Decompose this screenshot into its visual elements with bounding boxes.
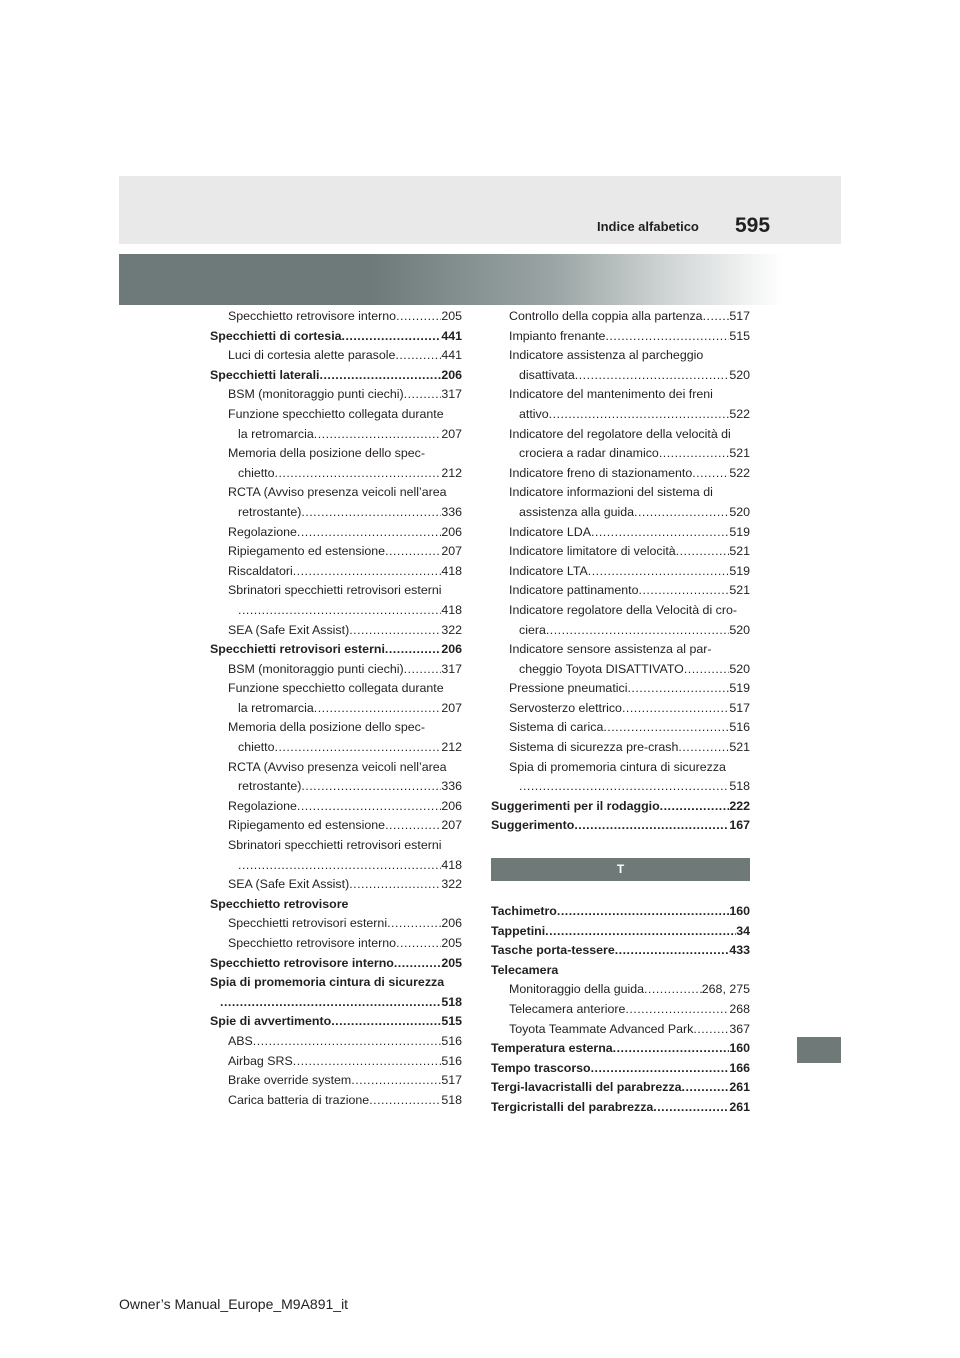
index-entry [491, 621, 750, 641]
dot-leader [622, 699, 729, 719]
index-entry-page: 205 [441, 309, 462, 323]
index-entry [491, 307, 750, 327]
index-entry [210, 385, 462, 405]
index-entry [210, 679, 462, 699]
dot-leader [396, 307, 441, 327]
index-entry [491, 1020, 750, 1040]
index-entry-text: retrostante) [238, 779, 302, 794]
dot-leader [659, 444, 730, 464]
index-entry [491, 1039, 750, 1059]
index-entry-text: Specchietti laterali [210, 367, 320, 382]
dot-leader [331, 1012, 441, 1032]
index-entry-page: 206 [441, 642, 462, 657]
index-entry-page: 205 [441, 936, 462, 950]
index-entry [491, 758, 750, 778]
dot-leader [238, 601, 441, 621]
index-entry [210, 562, 462, 582]
index-entry-text: Indicatore freno di stazionamento [509, 465, 693, 480]
index-entry [210, 346, 462, 366]
index-entry-text: Sbrinatori specchietti retrovisori esterni [228, 838, 442, 853]
dot-leader [385, 542, 441, 562]
dot-leader [369, 1091, 441, 1111]
index-entry [210, 895, 462, 915]
dot-leader [253, 1032, 442, 1052]
index-entry-text: Tasche porta-tessere [491, 943, 615, 958]
index-entry [491, 941, 750, 961]
dot-leader [574, 816, 729, 836]
index-entry [491, 797, 750, 817]
dot-leader [575, 366, 730, 386]
index-entry-text: Temperatura esterna [491, 1041, 613, 1056]
index-entry-text: Brake override system [228, 1073, 352, 1088]
index-entry-text: Carica batteria di trazione [228, 1092, 370, 1107]
index-entry-page: 418 [441, 857, 462, 872]
index-entry [491, 738, 750, 758]
index-entry-page: 520 [729, 622, 750, 637]
index-entry-page: 207 [441, 700, 462, 715]
dot-leader [293, 1052, 442, 1072]
index-group-s [491, 307, 750, 836]
index-entry-page: 418 [441, 602, 462, 617]
index-entry-page: 519 [729, 563, 750, 578]
dot-leader [591, 523, 729, 543]
index-entry-text: Sistema di carica [509, 720, 604, 735]
index-entry-text: Luci di cortesia alette parasole [228, 348, 396, 363]
index-entry-text: ciera [519, 622, 546, 637]
dot-leader [404, 660, 442, 680]
index-entry-text: Telecamera [491, 962, 559, 977]
index-entry [210, 640, 462, 660]
index-entry [210, 973, 462, 993]
dot-leader [557, 902, 729, 922]
index-entry-text: chietto [238, 740, 275, 755]
index-entry-page: 261 [729, 1080, 750, 1095]
dot-leader [588, 562, 730, 582]
dot-leader [385, 640, 441, 660]
index-entry-text: Indicatore LTA [509, 563, 588, 578]
index-entry-text: Specchietto retrovisore interno [228, 936, 397, 950]
index-entry [491, 562, 750, 582]
index-entry-page: 367 [729, 1021, 750, 1036]
index-entry-text: Controllo della coppia alla partenza [509, 309, 703, 323]
index-entry-page: 206 [441, 916, 462, 931]
dot-leader [385, 816, 441, 836]
index-entry [210, 718, 462, 738]
index-entry-page: 522 [729, 465, 750, 480]
index-entry-page: 519 [729, 524, 750, 539]
index-entry-text: Funzione specchietto collegata durante [228, 406, 444, 421]
index-entry-text: Sistema di sicurezza pre-crash [509, 740, 679, 755]
index-entry [491, 777, 750, 797]
dot-leader [297, 523, 441, 543]
dot-leader [387, 914, 441, 934]
index-entry-text: Indicatore regolatore della Velocità di cro- [509, 602, 737, 617]
index-entry-text: Specchietti retrovisori esterni [210, 642, 385, 657]
dot-leader [703, 307, 730, 327]
index-column-left [210, 307, 462, 1110]
index-entry-text: Sbrinatori specchietti retrovisori esterni [228, 583, 442, 598]
index-entry-text: BSM (monitoraggio punti ciechi) [228, 387, 404, 402]
dot-leader [314, 699, 442, 719]
dot-leader [613, 1039, 730, 1059]
index-entry-text: Servosterzo elettrico [509, 700, 622, 715]
index-entry [491, 718, 750, 738]
index-entry-text: SEA (Safe Exit Assist) [228, 622, 350, 637]
index-entry-text: Impianto frenante [509, 328, 606, 343]
dot-leader [546, 621, 729, 641]
index-entry-page: 521 [729, 446, 750, 461]
index-entry-text: SEA (Safe Exit Assist) [228, 877, 350, 892]
index-entry-page: 520 [729, 504, 750, 519]
index-entry [210, 503, 462, 523]
index-entry [491, 523, 750, 543]
index-entry [210, 797, 462, 817]
index-entry [210, 777, 462, 797]
index-entry-page: 206 [441, 524, 462, 539]
index-entry-page: 516 [441, 1053, 462, 1068]
index-entry-text: Pressione pneumatici [509, 681, 628, 696]
dot-leader [627, 679, 729, 699]
index-entry-page: 206 [441, 798, 462, 813]
index-entry-text: Monitoraggio della guida [509, 982, 645, 997]
index-entry-page: 336 [441, 504, 462, 519]
index-entry-text: Tergicristalli del parabrezza [491, 1099, 654, 1114]
dot-leader [275, 464, 442, 484]
index-entry [491, 366, 750, 386]
index-entry [491, 699, 750, 719]
index-entry [210, 1052, 462, 1072]
index-entry [491, 1098, 750, 1118]
index-entry-text: Specchietti di cortesia [210, 328, 342, 343]
index-entry-text: Indicatore sensore assistenza al par- [509, 642, 712, 657]
index-entry-text: Suggerimento [491, 818, 575, 833]
index-entry [210, 1071, 462, 1091]
index-entry [491, 346, 750, 366]
dot-leader [320, 366, 442, 386]
index-entry-text: ABS [228, 1033, 253, 1048]
index-entry [210, 758, 462, 778]
index-entry [210, 464, 462, 484]
dot-leader [676, 542, 730, 562]
index-entry-page: 515 [729, 328, 750, 343]
index-entry [210, 601, 462, 621]
index-entry-page: 517 [441, 1073, 462, 1088]
dot-leader [603, 718, 729, 738]
dot-leader [605, 327, 729, 347]
index-entry-text: Ripiegamento ed estensione [228, 818, 386, 833]
index-entry [491, 405, 750, 425]
index-entry [210, 856, 462, 876]
index-entry-page: 261 [729, 1099, 750, 1114]
index-entry [491, 902, 750, 922]
index-entry [210, 425, 462, 445]
index-entry [210, 1091, 462, 1111]
index-entry [210, 816, 462, 836]
dot-leader [349, 875, 441, 895]
index-entry-page: 521 [729, 740, 750, 755]
index-entry-text: Indicatore pattinamento [509, 583, 639, 598]
index-entry-text: disattivata [519, 367, 575, 382]
dot-leader [351, 1071, 441, 1091]
index-entry-page: 322 [441, 622, 462, 637]
index-entry-page: 212 [441, 465, 462, 480]
index-entry-page: 518 [441, 994, 462, 1009]
section-title: Indice alfabetico [597, 219, 699, 234]
dot-leader [519, 777, 729, 797]
index-entry-page: 336 [441, 779, 462, 794]
index-entry-page: 517 [729, 309, 750, 323]
index-entry-page: 205 [441, 955, 462, 970]
index-entry-page: 441 [441, 348, 462, 363]
index-entry-page: 222 [729, 798, 750, 813]
page-number: 595 [735, 214, 771, 237]
index-entry [210, 405, 462, 425]
index-entry-text: Specchietto retrovisore [210, 896, 349, 911]
dot-leader [634, 503, 729, 523]
dot-leader [220, 993, 441, 1013]
index-entry-text: Indicatore del mantenimento dei freni [509, 387, 713, 402]
dot-leader [301, 503, 441, 523]
index-entry-text: RCTA (Avviso presenza veicoli nell’area [228, 759, 447, 774]
index-group-t [491, 902, 750, 1118]
dot-leader [297, 797, 441, 817]
index-entry [491, 503, 750, 523]
index-entry-page: 518 [729, 779, 750, 794]
index-entry-text: Specchietti retrovisori esterni [228, 916, 388, 931]
index-entry-text: Funzione specchietto collegata durante [228, 681, 444, 696]
index-entry-text: chietto [238, 465, 275, 480]
index-entry [491, 464, 750, 484]
index-entry [210, 307, 462, 327]
index-entry-text: Spie di avvertimento [210, 1014, 332, 1029]
index-entry-text: la retromarcia [238, 700, 314, 715]
index-entry-page: 441 [441, 328, 462, 343]
index-entry-text: Tappetini [491, 923, 546, 938]
index-entry-page: 160 [729, 1041, 750, 1056]
index-entry [491, 327, 750, 347]
index-entry-text: Specchietto retrovisore interno [228, 309, 397, 323]
index-entry-page: 268, 275 [701, 982, 750, 997]
index-entry-page: 522 [729, 406, 750, 421]
index-entry-text: Tempo trascorso [491, 1060, 591, 1075]
index-entry-text: attivo [519, 406, 549, 421]
footer-manual-id: Owner’s Manual_Europe_M9A891_it [119, 1296, 349, 1312]
index-entry-text: Indicatore LDA [509, 524, 591, 539]
index-entry-page: 520 [729, 367, 750, 382]
dot-leader [639, 581, 730, 601]
index-entry-text: Spia di promemoria cintura di sicurezza [509, 759, 726, 774]
dot-leader [545, 922, 736, 942]
index-entry [491, 679, 750, 699]
dot-leader [275, 738, 442, 758]
index-entry [491, 816, 750, 836]
index-entry-text: Suggerimenti per il rodaggio [491, 798, 660, 813]
index-entry [210, 660, 462, 680]
index-entry-text: retrostante) [238, 504, 302, 519]
dot-leader [682, 1078, 730, 1098]
index-entry-text: Indicatore limitatore di velocità [509, 544, 676, 559]
dot-leader [653, 1098, 729, 1118]
dot-leader [404, 385, 442, 405]
index-entry-page: 515 [441, 1014, 462, 1029]
index-entry-text: Riscaldatori [228, 563, 293, 578]
index-entry-page: 207 [441, 818, 462, 833]
index-entry-page: 433 [729, 943, 750, 958]
index-entry-text: Ripiegamento ed estensione [228, 544, 386, 559]
index-entry [210, 327, 462, 347]
index-entry-text: Memoria della posizione dello spec- [228, 446, 425, 461]
index-entry [210, 542, 462, 562]
index-entry-text: Regolazione [228, 524, 297, 539]
index-entry [491, 483, 750, 503]
dot-leader [301, 777, 441, 797]
index-entry [210, 1012, 462, 1032]
index-entry [491, 385, 750, 405]
index-entry [491, 1078, 750, 1098]
dot-leader [625, 1000, 729, 1020]
index-entry-text: Specchietto retrovisore interno [210, 955, 394, 970]
index-entry-page: 167 [729, 818, 750, 833]
index-entry-page: 34 [736, 923, 750, 938]
index-entry [210, 483, 462, 503]
dot-leader [549, 405, 730, 425]
dot-leader [678, 738, 729, 758]
index-entry-page: 517 [729, 700, 750, 715]
dot-leader [396, 934, 441, 954]
index-entry-text: RCTA (Avviso presenza veicoli nell’area [228, 485, 447, 500]
index-entry [491, 581, 750, 601]
index-entry [491, 660, 750, 680]
index-entry [491, 980, 750, 1000]
index-entry-page: 516 [441, 1033, 462, 1048]
index-entry-page: 166 [729, 1060, 750, 1075]
index-entry-page: 521 [729, 544, 750, 559]
index-entry [210, 914, 462, 934]
index-entry-text: Indicatore assistenza al parcheggio [509, 348, 704, 363]
index-entry-page: 206 [441, 367, 462, 382]
dot-leader [591, 1059, 730, 1079]
index-entry-page: 160 [729, 904, 750, 919]
index-entry-page: 268 [729, 1002, 750, 1016]
index-entry-page: 516 [729, 720, 750, 735]
index-entry [210, 621, 462, 641]
index-entry [210, 444, 462, 464]
index-entry [210, 581, 462, 601]
index-entry-page: 521 [729, 583, 750, 598]
header-gradient-bar [119, 254, 841, 305]
index-entry-page: 322 [441, 877, 462, 892]
dot-leader [342, 327, 442, 347]
dot-leader [660, 797, 730, 817]
index-entry [491, 601, 750, 621]
index-entry-text: crociera a radar dinamico [519, 446, 659, 461]
index-entry-page: 518 [441, 1092, 462, 1107]
index-entry [210, 366, 462, 386]
dot-leader [349, 621, 441, 641]
index-entry-page: 207 [441, 544, 462, 559]
dot-leader [693, 1020, 729, 1040]
index-entry [210, 699, 462, 719]
dot-leader [314, 425, 442, 445]
dot-leader [644, 980, 702, 1000]
index-entry [491, 425, 750, 445]
side-thumb-tab [797, 1037, 841, 1063]
dot-leader [395, 346, 441, 366]
index-entry [491, 1000, 750, 1020]
index-entry-text: Airbag SRS [228, 1053, 293, 1068]
index-entry [491, 640, 750, 660]
index-entry [491, 961, 750, 981]
header-band [119, 176, 841, 244]
letter-header-t: T [491, 858, 750, 881]
dot-leader [238, 856, 441, 876]
index-entry [210, 738, 462, 758]
index-entry-page: 212 [441, 740, 462, 755]
index-entry [210, 993, 462, 1013]
index-entry-text: cheggio Toyota DISATTIVATO [519, 661, 684, 676]
dot-leader [293, 562, 442, 582]
index-entry-text: Tergi-lavacristalli del parabrezza [491, 1080, 682, 1095]
index-entry-page: 520 [729, 661, 750, 676]
dot-leader [692, 464, 729, 484]
index-entry [491, 922, 750, 942]
index-entry [491, 542, 750, 562]
index-entry [210, 954, 462, 974]
index-entry-text: Spia di promemoria cintura di sicurezza [210, 975, 445, 990]
index-entry-text: BSM (monitoraggio punti ciechi) [228, 661, 404, 676]
index-entry-text: assistenza alla guida [519, 504, 635, 519]
index-entry [491, 444, 750, 464]
index-entry-text: Memoria della posizione dello spec- [228, 720, 425, 735]
index-entry [210, 836, 462, 856]
index-entry-page: 519 [729, 681, 750, 696]
index-entry-text: la retromarcia [238, 426, 314, 441]
index-entry-page: 207 [441, 426, 462, 441]
index-entry-text: Indicatore del regolatore della velocità di [509, 426, 731, 441]
index-entry [210, 934, 462, 954]
index-entry-text: Regolazione [228, 798, 297, 813]
index-entry-page: 317 [441, 661, 462, 676]
dot-leader [684, 660, 729, 680]
index-entry [210, 1032, 462, 1052]
index-entry-text: Indicatore informazioni del sistema di [509, 485, 713, 500]
index-entry-text: Tachimetro [491, 904, 557, 919]
dot-leader [615, 941, 730, 961]
index-entry-page: 317 [441, 387, 462, 402]
index-entry-page: 418 [441, 563, 462, 578]
index-entry [210, 523, 462, 543]
index-entry-text: Toyota Teammate Advanced Park [509, 1021, 694, 1036]
dot-leader [394, 954, 441, 974]
index-entry [210, 875, 462, 895]
index-entry [491, 1059, 750, 1079]
index-column-right [491, 307, 750, 1118]
index-entry-text: Telecamera anteriore [509, 1002, 626, 1016]
